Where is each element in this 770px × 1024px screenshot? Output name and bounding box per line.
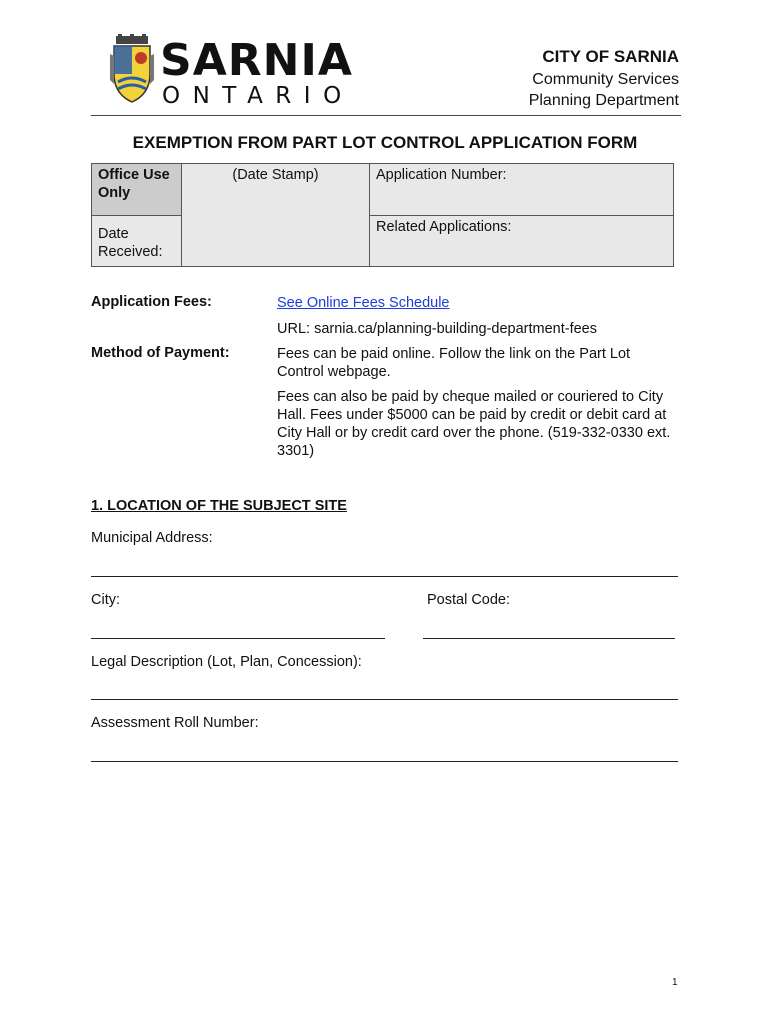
municipal-address-label: Municipal Address: [91, 530, 213, 546]
logo-wordmark: SARNIA [160, 35, 353, 86]
fees-url-text: URL: sarnia.ca/planning-building-department-fees [277, 321, 597, 337]
application-number-cell: Application Number: [369, 164, 673, 216]
payment-method-label: Method of Payment: [91, 345, 230, 361]
city-name: CITY OF SARNIA [542, 47, 679, 66]
fees-schedule-link[interactable]: See Online Fees Schedule [277, 295, 450, 311]
assessment-roll-label: Assessment Roll Number: [91, 715, 259, 731]
postal-code-input[interactable] [423, 615, 675, 637]
assessment-roll-input[interactable] [91, 738, 678, 760]
department-line-1: Community Services [532, 71, 679, 88]
header-divider [91, 115, 681, 116]
logo-subtitle: ONTARIO [162, 83, 354, 109]
payment-cheque-text: Fees can also be paid by cheque mailed or couriered to City Hall. Fees under $5000 can be paid by credit or debit card at City Hall or by credit card over the phone. (519-332-0330 ext. 3301) [277, 389, 671, 459]
department-line-2: Planning Department [528, 92, 679, 109]
department-header [529, 46, 679, 111]
city-line [91, 638, 385, 639]
section-location-title: 1. LOCATION OF THE SUBJECT SITE [91, 498, 347, 514]
date-received-label: Date Received: [92, 216, 182, 266]
date-stamp-cell: (Date Stamp) [182, 164, 369, 266]
office-use-label: Office Use Only [92, 164, 182, 216]
related-applications-cell: Related Applications: [369, 216, 673, 266]
assessment-roll-line [91, 761, 678, 762]
municipal-address-input[interactable] [91, 553, 678, 575]
postal-code-line [423, 638, 675, 639]
form-title: EXEMPTION FROM PART LOT CONTROL APPLICATION FORM [132, 133, 638, 152]
city-crest-icon [110, 34, 154, 106]
payment-online-text: Fees can be paid online. Follow the link on the Part Lot Control webpage. [277, 346, 631, 380]
office-use-table [91, 163, 674, 267]
page-number: 1 [672, 977, 678, 988]
legal-description-line [91, 699, 678, 700]
legal-description-input[interactable] [91, 676, 678, 698]
municipal-address-line [91, 576, 678, 577]
application-fees-label: Application Fees: [91, 294, 212, 310]
sarnia-logo [110, 34, 360, 108]
legal-description-label: Legal Description (Lot, Plan, Concession): [91, 654, 362, 670]
city-input[interactable] [91, 615, 385, 637]
postal-code-label: Postal Code: [427, 592, 511, 608]
city-label: City: [91, 592, 120, 608]
